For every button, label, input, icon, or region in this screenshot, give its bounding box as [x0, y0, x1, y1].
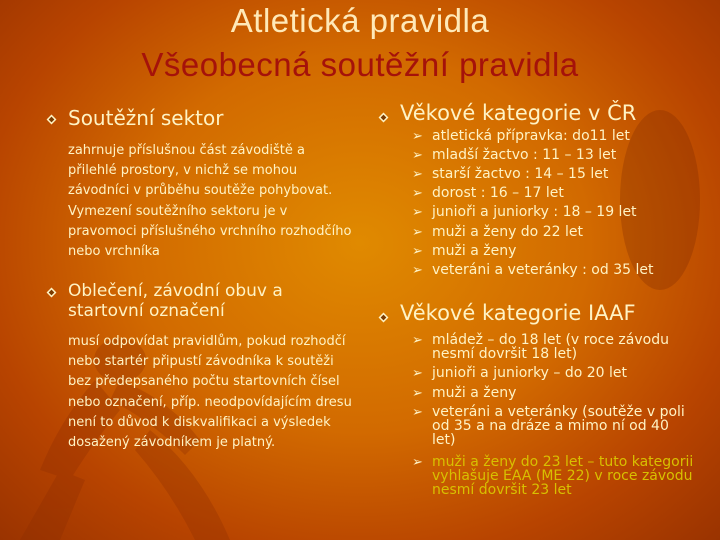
- list-item: mládež – do 18 let (v roce závodu nesmí dovršit 18 let): [432, 332, 669, 362]
- arrow-bullet-icon: ➢: [412, 167, 423, 182]
- arrow-bullet-icon: ➢: [412, 129, 423, 144]
- arrow-bullet-icon: ➢: [412, 455, 423, 470]
- list-item: mladší žactvo : 11 – 13 let: [432, 147, 617, 163]
- diamond-bullet-icon: [46, 114, 57, 125]
- section-text-clothing: musí odpovídat pravidlům, pokud rozhodčí nebo startér připustí závodníka k soutěži bez předepsaného počtu startovních čísel nebo označení, příp. neodpovídajícím dresu není to důvod k diskvalifikaci a výsledek dosažený závodníkem je platný.: [68, 334, 352, 451]
- diamond-bullet-icon: [378, 312, 389, 323]
- section-text-competition-sector: zahrnuje příslušnou část závodiště a přilehlé prostory, v nichž se mohou závodníci v průběhu soutěže pohybovat. Vymezení soutěžního sektoru je v pravomoci příslušného vrchního rozhodčího nebo vrchníka: [68, 143, 352, 260]
- list-item: muži a ženy: [432, 385, 517, 401]
- arrow-bullet-icon: ➢: [412, 205, 423, 220]
- section-heading-age-categories-cr: Věkové kategorie v ČR: [400, 101, 637, 125]
- list-item: veteráni a veteránky (soutěže v poli od 35 a na dráze a mimo ní od 40 let): [432, 404, 685, 448]
- list-item: junioři a juniorky – do 20 let: [432, 365, 628, 381]
- arrow-bullet-icon: ➢: [412, 366, 423, 381]
- arrow-bullet-icon: ➢: [412, 386, 423, 401]
- arrow-bullet-icon: ➢: [412, 405, 423, 420]
- section-heading-age-categories-iaaf: Věkové kategorie IAAF: [400, 301, 636, 325]
- arrow-bullet-icon: ➢: [412, 225, 423, 240]
- arrow-bullet-icon: ➢: [412, 186, 423, 201]
- list-item-highlighted: muži a ženy do 23 let – tuto kategorii vyhlašuje EAA (ME 22) v roce závodu nesmí dovršit 23 let: [432, 454, 694, 498]
- slide-title: Atletická pravidla: [230, 2, 490, 39]
- arrow-bullet-icon: ➢: [412, 333, 423, 348]
- slide-subtitle: Všeobecná soutěžní pravidla: [141, 46, 579, 83]
- list-item: starší žactvo : 14 – 15 let: [432, 166, 609, 182]
- section-heading-clothing: Oblečení, závodní obuv a startovní označení: [68, 281, 283, 321]
- arrow-bullet-icon: ➢: [412, 148, 423, 163]
- list-item: junioři a juniorky : 18 – 19 let: [432, 204, 637, 220]
- list-item: muži a ženy: [432, 243, 517, 259]
- arrow-bullet-icon: ➢: [412, 263, 423, 278]
- list-item: dorost : 16 – 17 let: [432, 185, 564, 201]
- list-item: veteráni a veteránky : od 35 let: [432, 262, 654, 278]
- list-item: muži a ženy do 22 let: [432, 224, 583, 240]
- section-heading-competition-sector: Soutěžní sektor: [68, 106, 224, 130]
- diamond-bullet-icon: [46, 287, 57, 298]
- arrow-bullet-icon: ➢: [412, 244, 423, 259]
- diamond-bullet-icon: [378, 112, 389, 123]
- list-item: atletická přípravka: do11 let: [432, 128, 630, 144]
